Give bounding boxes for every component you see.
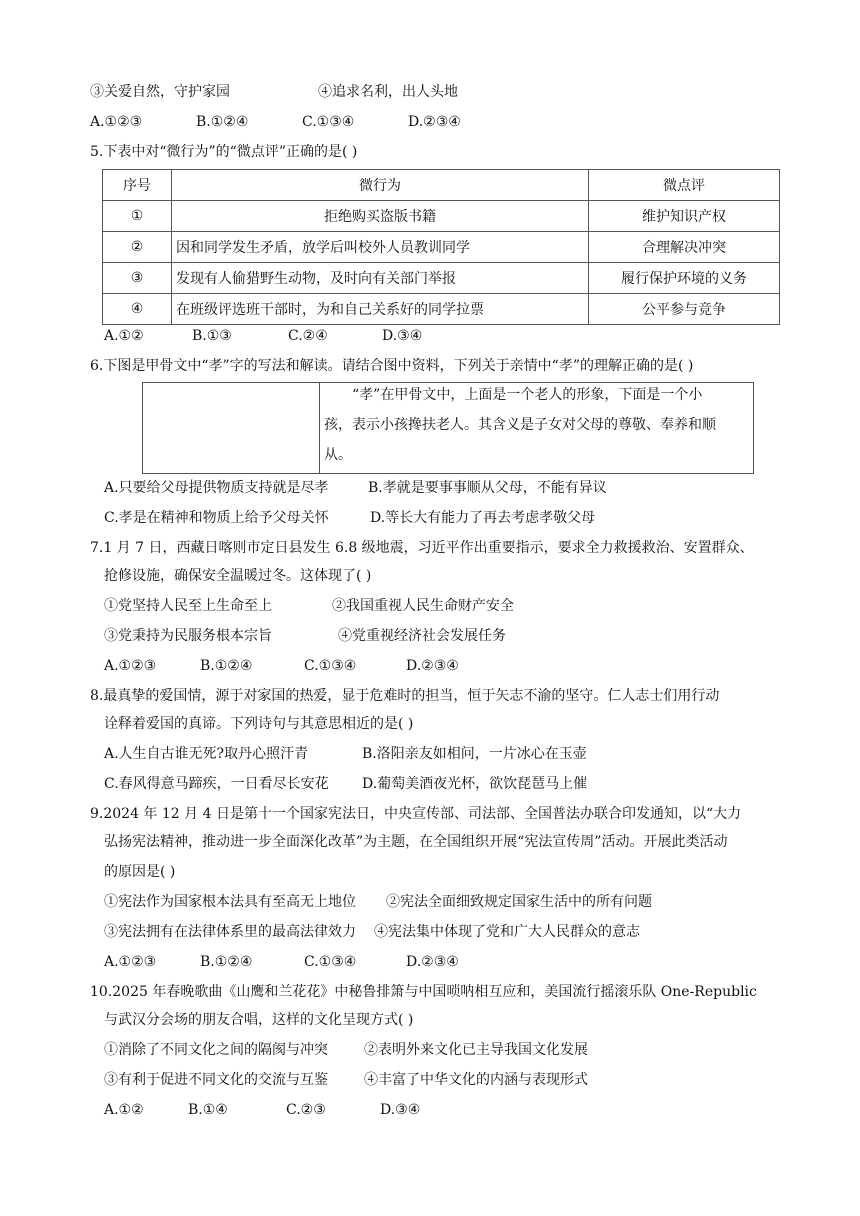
q9-option-d[interactable]: D.②③④ xyxy=(406,954,459,970)
q4-statement-4: ④追求名利，出人头地 xyxy=(318,84,458,100)
q10-question-line: 与武汉分会场的朋友合唱，这样的文化呈现方式( ) xyxy=(104,1012,414,1028)
q10-statement-3: ③有利于促进不同文化的交流与互鉴 xyxy=(104,1072,328,1088)
q9-option-b[interactable]: B.①②④ xyxy=(200,954,253,970)
q7-statement-2: ②我国重视人民生命财产安全 xyxy=(332,598,514,614)
q9-question-line: 的原因是( ) xyxy=(104,864,176,880)
q4-option-d[interactable]: D.②③④ xyxy=(408,114,461,130)
table-cell: ③ xyxy=(103,263,172,294)
q10-question-line: 10.2025 年春晚歌曲《山鹰和兰花花》中秘鲁排箫与中国唢呐相互应和，美国流行摇滚乐队 One-Republic xyxy=(90,984,757,1000)
q9-question-line: 9.2024 年 12 月 4 日是第十一个国家宪法日，中央宣传部、司法部、全国普法办联合印发通知，以“大力 xyxy=(90,806,742,822)
q8-option-c[interactable]: C.春风得意马蹄疾，一日看尽长安花 xyxy=(104,776,329,792)
q8-option-d[interactable]: D.葡萄美酒夜光杯，欲饮琵琶马上催 xyxy=(362,776,588,792)
q6-option-c[interactable]: C.孝是在精神和物质上给予父母关怀 xyxy=(104,510,329,526)
q10-option-c[interactable]: C.②③ xyxy=(286,1102,326,1118)
q7-options xyxy=(104,656,459,676)
q5-option-c[interactable]: C.②④ xyxy=(288,328,328,344)
q10-statement-2: ②表明外来文化已主导我国文化发展 xyxy=(364,1042,588,1058)
q7-statement-3: ③党秉持为民服务根本宗旨 xyxy=(104,628,272,644)
q6-question: 6.下图是甲骨文中“孝”字的写法和解读。请结合图中资料，下列关于亲情中“孝”的理解正确的是( ) xyxy=(90,358,694,374)
q5-option-a[interactable]: A.①② xyxy=(104,328,144,344)
q9-statement-1: ①宪法作为国家根本法具有至高无上地位 xyxy=(104,894,356,910)
table-header-cell: 微行为 xyxy=(172,170,589,201)
q7-option-b[interactable]: B.①②④ xyxy=(200,658,253,674)
q9-option-a[interactable]: A.①②③ xyxy=(104,954,157,970)
table-row xyxy=(103,263,780,294)
oracle-bone-image-placeholder xyxy=(143,383,320,473)
q10-option-a[interactable]: A.①② xyxy=(104,1102,144,1118)
q7-statement-1: ①党坚持人民至上生命至上 xyxy=(104,598,272,614)
q6-explanation-line: “孝”在甲骨文中，上面是一个老人的形象，下面是一个小 xyxy=(352,387,703,403)
table-cell: 公平参与竞争 xyxy=(589,294,780,325)
q7-question-line: 抢修设施，确保安全温暖过冬。这体现了( ) xyxy=(104,568,372,584)
table-header-row xyxy=(103,170,780,201)
q7-question-line: 7.1 月 7 日，西藏日喀则市定日县发生 6.8 级地震，习近平作出重要指示，要求全力救援救治、安置群众、 xyxy=(90,540,754,556)
q7-statement-4: ④党重视经济社会发展任务 xyxy=(338,628,506,644)
table-cell: 合理解决冲突 xyxy=(589,232,780,263)
q8-question-line: 诠释着爱国的真谛。下列诗句与其意思相近的是( ) xyxy=(104,716,414,732)
q10-statement-1: ①消除了不同文化之间的隔阂与冲突 xyxy=(104,1042,328,1058)
q5-table xyxy=(102,169,780,325)
q7-option-a[interactable]: A.①②③ xyxy=(104,658,157,674)
q4-options xyxy=(90,112,461,132)
table-cell: 在班级评选班干部时，为和自己关系好的同学拉票 xyxy=(172,294,589,325)
q6-option-b[interactable]: B.孝就是要事事顺从父母，不能有异议 xyxy=(368,480,607,496)
table-row xyxy=(103,232,780,263)
q9-options xyxy=(104,952,459,972)
q9-question-line: 弘扬宪法精神，推动进一步全面深化改革”为主题，在全国组织开展“宪法宣传周”活动。开展此类活动 xyxy=(104,834,728,850)
q4-option-a[interactable]: A.①②③ xyxy=(90,114,143,130)
q8-option-a[interactable]: A.人生自古谁无死?取丹心照汗青 xyxy=(104,746,309,762)
table-row xyxy=(103,294,780,325)
q6-explanation-line: 从。 xyxy=(324,447,352,463)
q9-statement-4: ④宪法集中体现了党和广大人民群众的意志 xyxy=(374,924,640,940)
q5-option-d[interactable]: D.③④ xyxy=(382,328,423,344)
q8-option-b[interactable]: B.洛阳亲友如相问，一片冰心在玉壶 xyxy=(362,746,587,762)
q6-figure-box xyxy=(142,382,754,474)
table-cell: 履行保护环境的义务 xyxy=(589,263,780,294)
q9-statement-3: ③宪法拥有在法律体系里的最高法律效力 xyxy=(104,924,356,940)
q5-question: 5.下表中对“微行为”的“微点评”正确的是( ) xyxy=(90,144,358,160)
q9-statement-2: ②宪法全面细致规定国家生活中的所有问题 xyxy=(386,894,652,910)
table-cell: 因和同学发生矛盾，放学后叫校外人员教训同学 xyxy=(172,232,589,263)
q10-options xyxy=(104,1100,420,1120)
q5-options xyxy=(104,326,422,346)
table-cell: ② xyxy=(103,232,172,263)
q7-option-d[interactable]: D.②③④ xyxy=(406,658,459,674)
table-cell: 拒绝购买盗版书籍 xyxy=(172,201,589,232)
q8-question-line: 8.最真挚的爱国情，源于对家国的热爱，显于危难时的担当，恒于矢志不渝的坚守。仁人志士们用行动 xyxy=(90,688,720,704)
q4-option-c[interactable]: C.①③④ xyxy=(302,114,355,130)
q4-option-b[interactable]: B.①②④ xyxy=(196,114,249,130)
q5-option-b[interactable]: B.①③ xyxy=(192,328,232,344)
q6-option-a[interactable]: A.只要给父母提供物质支持就是尽孝 xyxy=(104,480,329,496)
q6-explanation-line: 孩，表示小孩搀扶老人。其含义是子女对父母的尊敬、奉养和顺 xyxy=(324,417,716,433)
q9-option-c[interactable]: C.①③④ xyxy=(304,954,357,970)
table-cell: 发现有人偷猎野生动物，及时向有关部门举报 xyxy=(172,263,589,294)
table-header-cell: 序号 xyxy=(103,170,172,201)
q4-statement-3: ③关爱自然，守护家园 xyxy=(90,84,230,100)
q10-statement-4: ④丰富了中华文化的内涵与表现形式 xyxy=(364,1072,588,1088)
table-cell: ④ xyxy=(103,294,172,325)
table-header-cell: 微点评 xyxy=(589,170,780,201)
q7-option-c[interactable]: C.①③④ xyxy=(304,658,357,674)
table-cell: 维护知识产权 xyxy=(589,201,780,232)
table-row xyxy=(103,201,780,232)
q10-option-d[interactable]: D.③④ xyxy=(380,1102,421,1118)
table-cell: ① xyxy=(103,201,172,232)
q10-option-b[interactable]: B.①④ xyxy=(188,1102,228,1118)
q6-option-d[interactable]: D.等长大有能力了再去考虑孝敬父母 xyxy=(370,510,596,526)
